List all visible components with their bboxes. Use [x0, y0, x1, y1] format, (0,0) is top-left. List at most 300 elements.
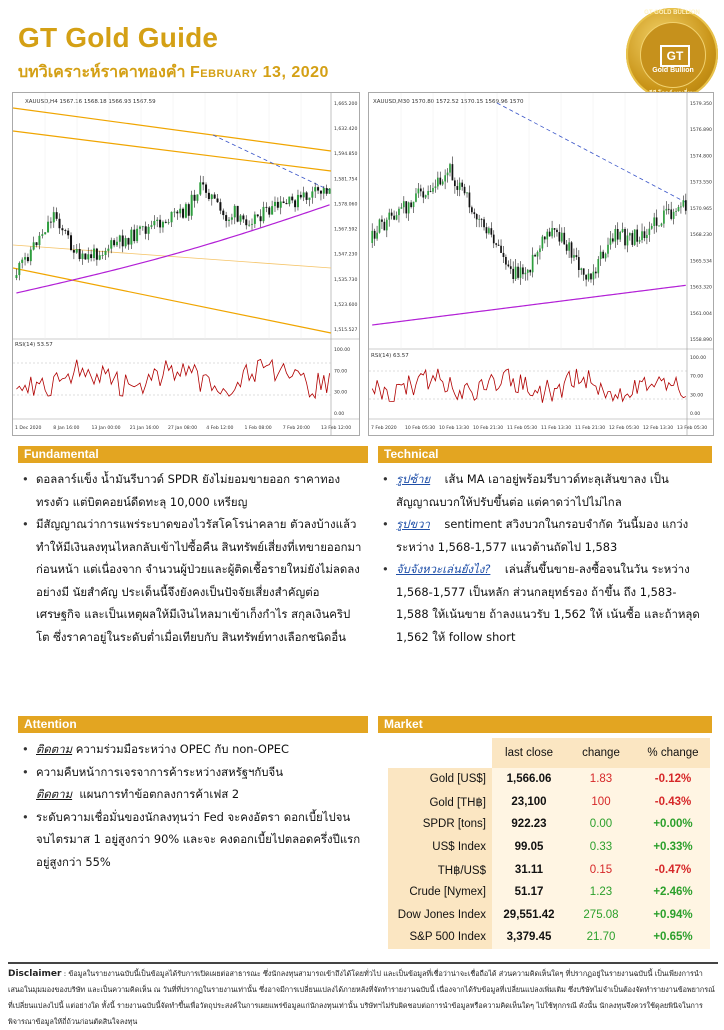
candle-body [573, 255, 575, 258]
candle-body [133, 230, 135, 241]
candle-body [459, 183, 461, 190]
candle-body [517, 267, 519, 278]
candle-body [663, 211, 665, 224]
candle-body [415, 193, 417, 201]
market-table [388, 738, 710, 949]
technical-item-right [382, 513, 708, 558]
candle-body [495, 243, 497, 244]
candle-body [483, 219, 485, 227]
candle-body [268, 207, 270, 214]
price-axis-tick: 1,578.060 [334, 202, 358, 208]
market-row-pct: +0.94% [636, 904, 710, 927]
market-row-last: 922.23 [492, 813, 566, 836]
candle-body [280, 202, 282, 208]
candle-body [627, 235, 629, 245]
candle-body [317, 187, 319, 190]
time-axis-tick: 13 Jan 00:00 [91, 426, 121, 431]
candle-body [381, 219, 383, 221]
market-row-name: TH฿/US$ [388, 858, 492, 881]
candle-body [196, 194, 198, 200]
fundamental-bullet-2: • มีสัญญาณว่าการแพร่ระบาดของไวรัสโคโรน่าคลาย ตัวลงบ้างแล้ว ทำให้มีเงินลงทุนไหลกลับเข้าไปซื้อคืน สินทรัพย์เสี่ยงที่เทขายออกมาก่อนหน้า แต่เนื่องจาก จำนวนผู้ป่วยและผู้ติดเชื้อรายใหม่ยังไม่ลดลงอย่างมี นัยสำคัญ ประเด็นนี้จึงยังคงเป็นปัจจัยเสี่ยงสำคัญต่อ เศรษฐกิจ และเป็นเหตุผลให้มีเงินไหลมาเข้าเก็งกำไร สกุลเงินคริปโต ซึ่งราคาอยู่ในระดับต่ำเมื่อเทียบกับ สินทรัพย์ทางเลือกชนิดอื่น [22, 513, 362, 648]
candle-body [486, 227, 488, 233]
candle-body [396, 215, 398, 220]
attention-heading: Attention [18, 716, 368, 733]
candle-body [403, 201, 405, 207]
candle-body [179, 209, 181, 214]
candle-body [505, 257, 507, 265]
candle-body [329, 189, 331, 194]
candle-body [300, 195, 302, 197]
price-axis-tick: 1,535.730 [334, 277, 358, 283]
candle-body [156, 220, 158, 221]
rsi-axis-tick: 0.00 [334, 412, 345, 417]
candle-body [50, 222, 52, 223]
candle-body [59, 219, 61, 228]
candle-body [605, 254, 607, 259]
candle-body [388, 213, 390, 220]
time-axis-tick: 27 Jan 08:00 [168, 426, 198, 431]
candle-body [245, 219, 247, 225]
candle-body [242, 215, 244, 219]
candle-body [532, 255, 534, 272]
candle-body [636, 230, 638, 242]
candle-body [498, 245, 500, 246]
price-axis-tick: 1570.965 [690, 206, 712, 212]
time-axis-tick: 8 Jan 16:00 [53, 426, 80, 431]
candle-body [222, 211, 224, 215]
candle-body [629, 233, 631, 235]
market-row [388, 904, 710, 927]
candle-body [87, 254, 89, 259]
candle-body [320, 191, 322, 194]
candle-body [454, 180, 456, 186]
right-chart-svg [369, 93, 713, 435]
candle-body [41, 234, 43, 236]
candle-body [125, 238, 127, 246]
candle-body [410, 202, 412, 207]
candle-body [610, 238, 612, 244]
time-axis-tick: 10 Feb 05:30 [405, 426, 436, 431]
candle-body [165, 222, 167, 223]
market-row-last: 3,379.45 [492, 926, 566, 949]
candle-body [473, 212, 475, 214]
time-axis-tick: 10 Feb 13:30 [439, 426, 470, 431]
candle-body [188, 204, 190, 216]
candle-body [191, 195, 193, 216]
candle-body [656, 217, 658, 225]
candle-body [520, 267, 522, 277]
candle-body [99, 255, 101, 259]
fundamental-heading: Fundamental [18, 446, 368, 463]
candle-body [136, 229, 138, 241]
candle-body [680, 207, 682, 208]
candle-body [488, 228, 490, 233]
candle-body [104, 251, 106, 255]
technical-text-right: sentiment สวิงบวกในกรอบจำกัด วันนี้มอง แกว่งระหว่าง 1,568-1,577 แนวต้านถัดไป 1,583 [396, 517, 689, 554]
candle-body [593, 272, 595, 280]
candle-body [18, 263, 20, 275]
candle-body [217, 199, 219, 203]
candle-body [427, 191, 429, 195]
market-row-name: S&P 500 Index [388, 926, 492, 949]
candle-body [148, 227, 150, 234]
right-chart-header: XAUUSD,M30 1570.80 1572.52 1570.15 1569.96 1570 [373, 99, 524, 105]
candle-body [551, 228, 553, 236]
candle-body [311, 191, 313, 197]
candle-body [452, 164, 454, 180]
candle-body [515, 267, 517, 279]
candle-body [507, 265, 509, 267]
candle-body [435, 186, 437, 188]
market-row-change: 275.08 [566, 904, 636, 927]
candle-body [648, 229, 650, 235]
candle-body [471, 207, 473, 212]
candle-body [568, 242, 570, 250]
candle-body [127, 238, 129, 244]
technical-text-strategy: เล่นสั้นขึ้นขาย-ลงซื้อจนในวัน ระหว่าง 1,568-1,577 เป็นหลัก ส่วนกลยุทธ์รอง ถ้าขึ้น ถึง 1,583-1,588 ให้เน้นขาย ถ้าลงแนวรับ 1,562 ให้ เน้นซื้อ และถ้าหลุด 1,562 ให้ follow short [396, 562, 700, 644]
market-row-change: 0.15 [566, 858, 636, 881]
candle-body [171, 212, 173, 222]
time-axis-tick: 11 Feb 13:30 [541, 426, 572, 431]
technical-body [382, 468, 708, 648]
market-row-change: 1.23 [566, 881, 636, 904]
price-axis-tick: 1563.320 [690, 285, 712, 291]
right-rsi-label: RSI(14) 63.57 [371, 353, 409, 359]
candle-body [96, 249, 98, 260]
candle-body [122, 235, 124, 246]
technical-tag-strategy: จับจังหวะเล่นยังไง? [396, 562, 491, 576]
market-row-pct: +0.00% [636, 813, 710, 836]
market-row-last: 29,551.42 [492, 904, 566, 927]
candle-body [490, 228, 492, 234]
candle-body [214, 195, 216, 199]
candle-body [173, 212, 175, 213]
candle-body [444, 175, 446, 181]
candle-body [624, 229, 626, 245]
market-header-blank [388, 738, 492, 768]
candle-body [371, 231, 373, 243]
rsi-axis-tick: 70.00 [334, 369, 348, 375]
candle-body [612, 238, 614, 241]
candle-body [283, 202, 285, 204]
attention-text-2: ความคืบหน้าการเจรจาการค้าระหว่างสหรัฐฯกับจีน [36, 764, 284, 779]
market-row-pct: +0.33% [636, 836, 710, 859]
candle-body [168, 222, 170, 223]
candle-body [559, 232, 561, 241]
candle-body [153, 221, 155, 225]
candle-body [437, 178, 439, 187]
candle-body [265, 207, 267, 208]
candle-body [76, 249, 78, 253]
candle-body [194, 195, 196, 201]
candle-body [425, 195, 427, 197]
candle-body [580, 268, 582, 270]
candle-body [44, 232, 46, 234]
right-price-chart [368, 92, 714, 436]
candle-body [639, 240, 641, 242]
candle-body [159, 220, 161, 228]
candle-body [376, 233, 378, 239]
market-row-change: 1.83 [566, 768, 636, 791]
left-chart-header: XAUUSD,H4 1567.16 1568.18 1566.93 1567.59 [25, 99, 156, 105]
candle-body [288, 197, 290, 205]
candle-body [500, 246, 502, 253]
attention-tag-3: ติดตาม [36, 787, 73, 801]
candle-body [646, 235, 648, 238]
market-row [388, 813, 710, 836]
time-axis-tick: 4 Feb 12:00 [206, 426, 234, 431]
candle-body [21, 260, 23, 263]
attention-item-4 [22, 806, 362, 874]
candle-body [274, 202, 276, 206]
candle-body [447, 173, 449, 176]
technical-item-left [382, 468, 708, 513]
candle-body [566, 244, 568, 250]
candle-body [130, 230, 132, 245]
candle-body [673, 212, 675, 219]
price-axis-tick: 1,567.592 [334, 227, 358, 233]
candle-body [537, 252, 539, 256]
market-row [388, 791, 710, 814]
candle-body [379, 219, 381, 232]
candle-body [67, 231, 69, 236]
candle-body [36, 242, 38, 245]
price-axis-tick: 1576.890 [690, 128, 712, 134]
candle-body [413, 202, 415, 207]
rsi-axis-tick: 30.00 [690, 393, 704, 399]
candle-body [82, 254, 84, 259]
fundamental-bullet-1: • ดอลลาร์แข็ง น้ำมันรีบาวด์ SPDR ยังไม่ยอมขายออก ราคาทองทรงตัว แต่บิตคอยน์ดีดทะลุ 10,000 เหรียญ [22, 468, 362, 513]
technical-tag-right: รูปขวา [396, 517, 430, 531]
subtitle-prefix: บทวิเคราะห์ราคาทองคำ [18, 64, 186, 81]
price-axis-tick: 1,665.200 [334, 102, 358, 107]
price-axis-tick: 1561.004 [690, 311, 712, 317]
time-axis-tick: 10 Feb 21:30 [473, 426, 504, 431]
candle-body [326, 188, 328, 194]
time-axis-tick: 13 Feb 05:30 [677, 426, 708, 431]
candle-body [260, 216, 262, 221]
candle-body [614, 229, 616, 242]
logo-inner-disc [640, 22, 706, 88]
candle-body [73, 250, 75, 253]
attention-text-1: ความร่วมมือระหว่าง OPEC กับ non-OPEC [75, 742, 289, 756]
candle-body [145, 226, 147, 233]
candle-body [139, 227, 141, 229]
candle-body [237, 206, 239, 222]
candle-body [512, 269, 514, 279]
candle-body [234, 206, 236, 217]
candle-body [590, 274, 592, 280]
rsi-axis-tick: 70.00 [690, 374, 704, 380]
candle-body [251, 224, 253, 225]
candle-body [546, 232, 548, 240]
candle-body [529, 270, 531, 272]
market-row-last: 51.17 [492, 881, 566, 904]
time-axis-tick: 1 Dec 2020 [15, 426, 42, 431]
candle-body [466, 193, 468, 194]
candle-body [205, 184, 207, 192]
candle-body [578, 257, 580, 270]
disclaimer [8, 962, 718, 1030]
candle-body [665, 209, 667, 211]
candle-body [303, 192, 305, 197]
candle-body [493, 235, 495, 244]
candle-body [297, 195, 299, 207]
candle-body [93, 249, 95, 258]
technical-text-left: เส้น MA เอาอยู่พร้อมรีบาวด์ทะลุเส้นขาลง เป็นสัญญาณบวกให้ปรับขึ้นต่อ แต่คาดว่าไปไม่ไกล [396, 472, 669, 509]
candle-body [617, 229, 619, 240]
price-axis-tick: 1,632.420 [334, 127, 358, 133]
rsi-axis-tick: 100.00 [334, 348, 351, 353]
candle-body [418, 189, 420, 194]
candle-body [668, 209, 670, 210]
subtitle-date: February 13, 2020 [189, 64, 329, 81]
candle-body [27, 257, 29, 261]
candle-body [314, 187, 316, 191]
page-subtitle [18, 60, 329, 85]
candle-body [228, 220, 230, 221]
market-row-name: SPDR [tons] [388, 813, 492, 836]
candle-body [420, 189, 422, 192]
candle-body [469, 193, 471, 208]
candle-body [254, 214, 256, 223]
market-table-wrap [388, 738, 710, 949]
candle-body [211, 195, 213, 200]
candle-body [653, 217, 655, 226]
price-axis-tick: 1574.800 [690, 154, 712, 160]
attention-tag-1: ติดตาม [36, 742, 73, 756]
candle-body [461, 183, 463, 187]
candle-body [38, 236, 40, 245]
market-row [388, 836, 710, 859]
candle-body [522, 267, 524, 274]
candle-body [478, 219, 480, 220]
rsi-axis-tick: 30.00 [334, 390, 348, 396]
candle-body [271, 206, 273, 214]
candle-body [240, 215, 242, 221]
candle-body [476, 214, 478, 219]
candle-body [182, 209, 184, 218]
candle-body [661, 224, 663, 226]
market-row-name: Gold [US$] [388, 768, 492, 791]
candle-body [386, 220, 388, 231]
candle-body [430, 191, 432, 192]
market-row-last: 23,100 [492, 791, 566, 814]
market-row-last: 99.05 [492, 836, 566, 859]
time-axis-tick: 21 Jan 16:00 [129, 426, 159, 431]
market-row [388, 858, 710, 881]
candle-body [588, 274, 590, 280]
market-row-pct: +0.65% [636, 926, 710, 949]
market-row [388, 768, 710, 791]
time-axis-tick: 13 Feb 12:00 [321, 426, 352, 431]
market-row-pct: -0.47% [636, 858, 710, 881]
price-axis-tick: 1565.534 [690, 259, 712, 265]
attention-text-4: ระดับความเชื่อมั่นของนักลงทุนว่า Fed จะคงอัตรา ดอกเบี้ยไปจนจบไตรมาส 1 อยู่สูงกว่า 90% และจะ คงดอกเบี้ยไปตลอดครึ่งปีแรก อยู่สูงกว่า 55% [36, 809, 361, 869]
candle-body [542, 237, 544, 249]
candle-body [510, 266, 512, 269]
market-row-pct: -0.43% [636, 791, 710, 814]
candle-body [24, 257, 26, 260]
candle-body [231, 217, 233, 219]
candle-body [583, 268, 585, 274]
technical-item-strategy [382, 558, 708, 648]
rsi-axis-tick: 100.00 [690, 356, 707, 361]
technical-tag-left: รูปซ้าย [396, 472, 431, 486]
candle-body [15, 275, 17, 278]
candle-body [405, 201, 407, 213]
price-axis-tick: 1,515.527 [334, 328, 358, 333]
candle-body [110, 240, 112, 248]
left-price-chart [12, 92, 360, 436]
market-row-name: Crude [Nymex] [388, 881, 492, 904]
candle-body [208, 193, 210, 199]
logo-ring-top-text: GT GOLD BULLION [644, 10, 700, 16]
market-row-pct: +2.46% [636, 881, 710, 904]
candle-body [634, 230, 636, 245]
time-axis-tick: 11 Feb 21:30 [575, 426, 606, 431]
price-axis-tick: 1,547.230 [334, 252, 358, 258]
left-chart-svg [13, 93, 359, 435]
candle-body [658, 226, 660, 227]
candle-body [150, 225, 152, 227]
candle-body [641, 231, 643, 240]
candle-body [84, 254, 86, 260]
candle-body [162, 222, 164, 228]
market-row-name: Gold [TH฿] [388, 791, 492, 814]
candle-body [61, 228, 63, 230]
attention-item-1 [22, 738, 362, 761]
candle-body [556, 230, 558, 232]
price-axis-tick: 1,523.600 [334, 302, 358, 308]
market-row-change: 100 [566, 791, 636, 814]
candle-body [675, 211, 677, 212]
candle-body [631, 233, 633, 245]
time-axis-tick: 1 Feb 08:00 [244, 426, 272, 431]
candle-body [456, 186, 458, 190]
candle-body [391, 213, 393, 216]
candle-body [670, 209, 672, 218]
candle-body [602, 252, 604, 259]
candle-body [408, 202, 410, 213]
market-heading: Market [378, 716, 712, 733]
candle-body [90, 254, 92, 258]
price-axis-tick: 1573.550 [690, 180, 712, 186]
candle-body [30, 250, 32, 262]
market-row [388, 881, 710, 904]
market-row-change: 0.33 [566, 836, 636, 859]
candle-body [464, 187, 466, 193]
candle-body [571, 242, 573, 257]
candle-body [176, 212, 178, 214]
market-col-last-close: last close [492, 738, 566, 768]
candle-body [116, 242, 118, 245]
fundamental-body [22, 468, 362, 648]
market-row [388, 926, 710, 949]
candle-body [439, 178, 441, 185]
market-col-change: change [566, 738, 636, 768]
candle-body [277, 202, 279, 208]
candle-body [199, 182, 201, 194]
time-axis-tick: 12 Feb 05:30 [609, 426, 640, 431]
candle-body [576, 255, 578, 257]
attention-text-3: แผนการทำข้อตกลงการค้าเฟส 2 [79, 787, 240, 801]
price-axis-tick: 1579.350 [690, 102, 712, 107]
candle-body [622, 229, 624, 232]
market-row-change: 21.70 [566, 926, 636, 949]
price-axis-tick: 1,594.850 [334, 152, 358, 158]
market-row-name: Dow Jones Index [388, 904, 492, 927]
